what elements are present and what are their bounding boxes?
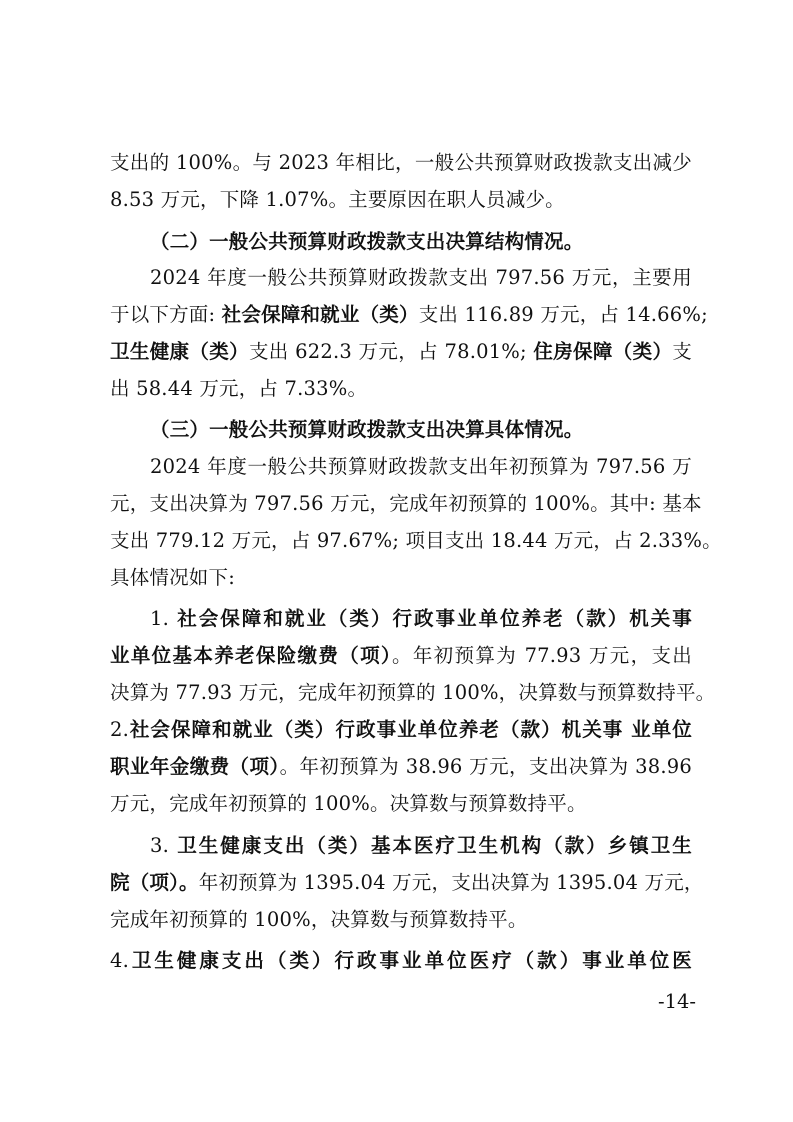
bold-text-run: 卫生健康（类） (110, 340, 249, 363)
paragraph-line (110, 298, 708, 332)
paragraph-line (150, 450, 692, 484)
bold-text-run: 卫生健康支出（类）基本医疗卫生机构（款）乡镇卫生 (177, 834, 692, 857)
text-run: 出 58.44 万元，占 7.33%。 (110, 377, 368, 400)
list-item-line (110, 866, 704, 900)
text-run: 3. (150, 834, 178, 857)
text-run: 2. (110, 718, 130, 741)
list-item-line (110, 750, 692, 784)
text-run: 元，支出决算为 797.56 万元，完成年初预算的 100%。其中: 基本 (110, 492, 702, 515)
section-heading (150, 413, 692, 447)
list-item-line (150, 602, 692, 636)
text-run: 。年初预算为 38.96 万元，支出决算为 38.96 (279, 755, 692, 778)
text-run: 支出 622.3 万元，占 78.01%; (248, 340, 534, 363)
list-item-line (110, 713, 692, 747)
text-run: 4. (110, 949, 130, 972)
paragraph-line (150, 261, 692, 295)
bold-text-run: 住房保障（类） (533, 340, 673, 363)
list-item-line (110, 639, 692, 673)
bold-text-run: 社会保障和就业（类）行政事业单位养老（款）机关事 业单位 (129, 718, 692, 741)
text-run: 支 (672, 340, 692, 363)
text-run: 万元，完成年初预算的 100%。决算数与预算数持平。 (110, 792, 587, 815)
bold-text-run: （三）一般公共预算财政拨款支出决算具体情况。 (150, 418, 584, 441)
list-item-line (110, 787, 692, 821)
bold-text-run: 业单位基本养老保险缴费（项） (110, 644, 392, 667)
bold-text-run: （二）一般公共预算财政拨款支出决算结构情况。 (150, 230, 584, 253)
text-run: 1. (150, 607, 178, 630)
list-item-line (110, 676, 716, 710)
text-run: 具体情况如下: (110, 566, 235, 589)
text-run: 。年初预算为 77.93 万元，支出 (392, 644, 692, 667)
list-item-line (110, 944, 692, 978)
bold-text-run: 院（项）。 (110, 871, 199, 894)
bold-text-run: 卫生健康支出（类）行政事业单位医疗（款）事业单位医 (129, 949, 692, 972)
text-run: 支出的 100%。与 2023 年相比，一般公共预算财政拨款支出减少 (110, 151, 692, 174)
text-run: 支出 779.12 万元，占 97.67%; 项目支出 18.44 万元，占 2.33%。 (110, 529, 722, 552)
page-number: -14- (658, 990, 696, 1013)
paragraph-line (110, 561, 692, 595)
paragraph-line (110, 487, 702, 521)
text-run: 8.53 万元，下降 1.07%。主要原因在职人员减少。 (110, 188, 565, 211)
text-run: 于以下方面: (110, 303, 222, 326)
text-run: 支出 116.89 万元，占 14.66%; (418, 303, 708, 326)
list-item-line (150, 829, 692, 863)
text-run: 年初预算为 1395.04 万元，支出决算为 1395.04 万元， (198, 871, 704, 894)
paragraph-line (110, 335, 692, 369)
bold-text-run: 社会保障和就业（类）行政事业单位养老（款）机关事 (177, 607, 692, 630)
paragraph-line (110, 524, 722, 558)
paragraph-line (110, 146, 692, 180)
bold-text-run: 社会保障和就业（类） (221, 303, 419, 326)
text-run: 决算为 77.93 万元，完成年初预算的 100%，决算数与预算数持平。 (110, 681, 716, 704)
text-run: 完成年初预算的 100%，决算数与预算数持平。 (110, 908, 528, 931)
paragraph-line (110, 372, 692, 406)
text-run: 2024 年度一般公共预算财政拨款支出 797.56 万元，主要用 (150, 266, 692, 289)
paragraph-line (110, 183, 692, 217)
section-heading (150, 225, 692, 259)
text-run: 2024 年度一般公共预算财政拨款支出年初预算为 797.56 万 (150, 455, 692, 478)
list-item-line (110, 903, 692, 937)
bold-text-run: 职业年金缴费（项） (110, 755, 280, 778)
